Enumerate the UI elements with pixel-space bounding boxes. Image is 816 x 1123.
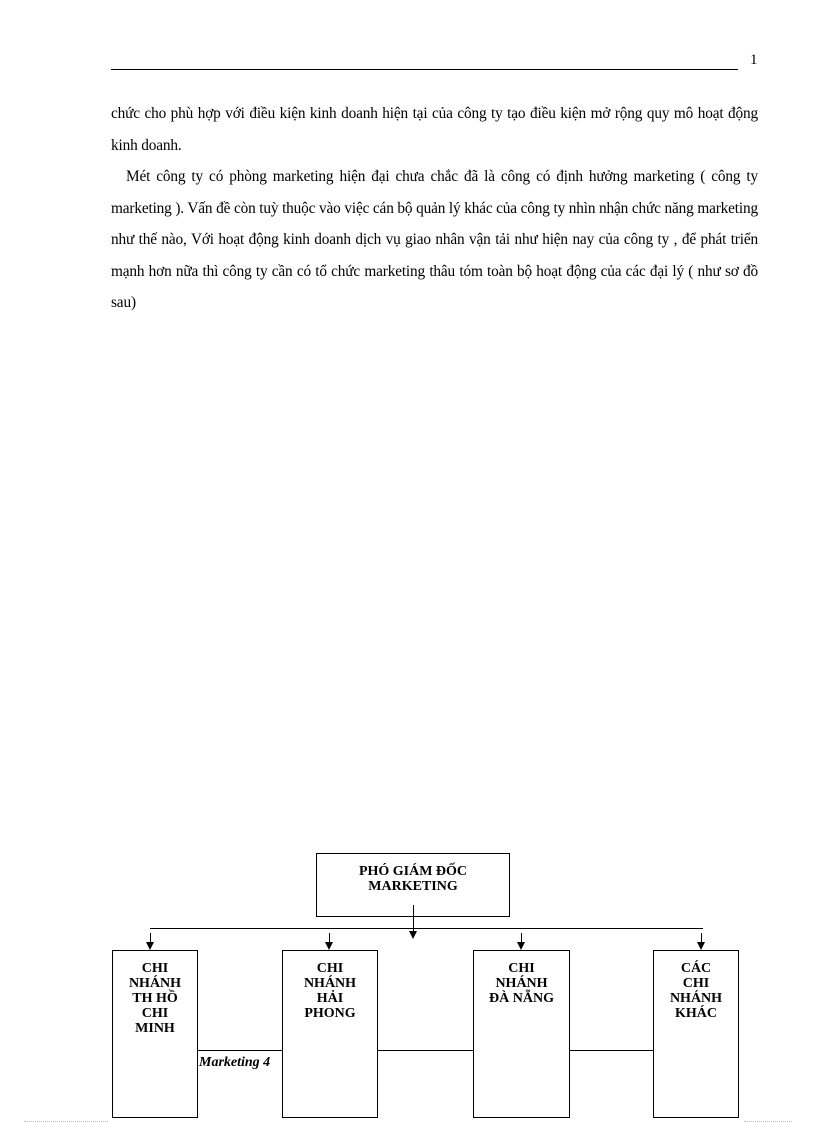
arrow-down-icon <box>517 942 525 950</box>
branch-box-ho-chi-minh <box>112 950 198 1118</box>
page-edge-dots <box>744 1121 792 1122</box>
branch-box-hai-phong <box>282 950 378 1118</box>
footer-label: Marketing 4 <box>199 1055 271 1070</box>
branch-label-line: CHI <box>316 961 344 976</box>
paragraph: Mét công ty có phòng marketing hiện đại chưa chắc đã là công có định hưởng marketing ( công ty marketing ). Vấn đề còn tuỳ thuộc vào việc cán bộ quản lý khác của công ty nhìn nhận chức năng marketing như thế nào, Với hoạt động kinh doanh dịch vụ giao nhân vận tải như hiện nay của công ty , để phát triển mạnh hơn nữa thì công ty cần có tổ chức marketing thâu tóm toàn bộ hoạt động của các đại lý ( như sơ đồ sau) <box>111 168 758 311</box>
arrow-down-icon <box>325 942 333 950</box>
branch-label-line: NHÁNH <box>128 976 182 991</box>
branch-label-line: MINH <box>135 1021 175 1036</box>
connector-line <box>378 1050 473 1051</box>
branch-label-line: CÁC <box>680 961 712 976</box>
header-rule <box>111 69 738 70</box>
connector-line <box>198 1050 282 1051</box>
branch-label-line: CHI <box>682 976 710 991</box>
branch-label-line: KHÁC <box>675 1006 717 1021</box>
branch-label-line: NHÁNH <box>303 976 357 991</box>
connector-line <box>570 1050 653 1051</box>
org-root-title: PHÓ GIÁM ĐỐC <box>358 864 468 879</box>
page-edge-dots <box>24 1121 108 1122</box>
branch-label-line: CHI <box>141 961 169 976</box>
branch-label-line: CHI <box>508 961 535 976</box>
arrow-down-icon <box>409 931 417 939</box>
branch-label-line: CHI <box>141 1006 169 1021</box>
branch-box-other <box>653 950 739 1118</box>
branch-label-line: NHÁNH <box>495 976 548 991</box>
branch-label-line: PHONG <box>304 1006 356 1021</box>
org-root-subtitle: MARKETING <box>368 879 458 894</box>
body-text <box>111 98 758 319</box>
page-number: 1 <box>750 52 758 68</box>
arrow-down-icon <box>146 942 154 950</box>
arrow-down-icon <box>697 942 705 950</box>
branch-label-line: TH HỒ <box>132 991 178 1006</box>
paragraph: chức cho phù hợp với điều kiện kinh doanh hiện tại của công ty tạo điều kiện mở rộng quy mô hoạt động kinh doanh. <box>111 105 758 154</box>
branch-box-da-nang <box>473 950 570 1118</box>
branch-label-line: NHÁNH <box>669 991 723 1006</box>
connector-line <box>150 928 703 929</box>
branch-label-line: ĐÀ NẴNG <box>489 991 554 1006</box>
branch-label-line: HẢI <box>316 991 344 1006</box>
